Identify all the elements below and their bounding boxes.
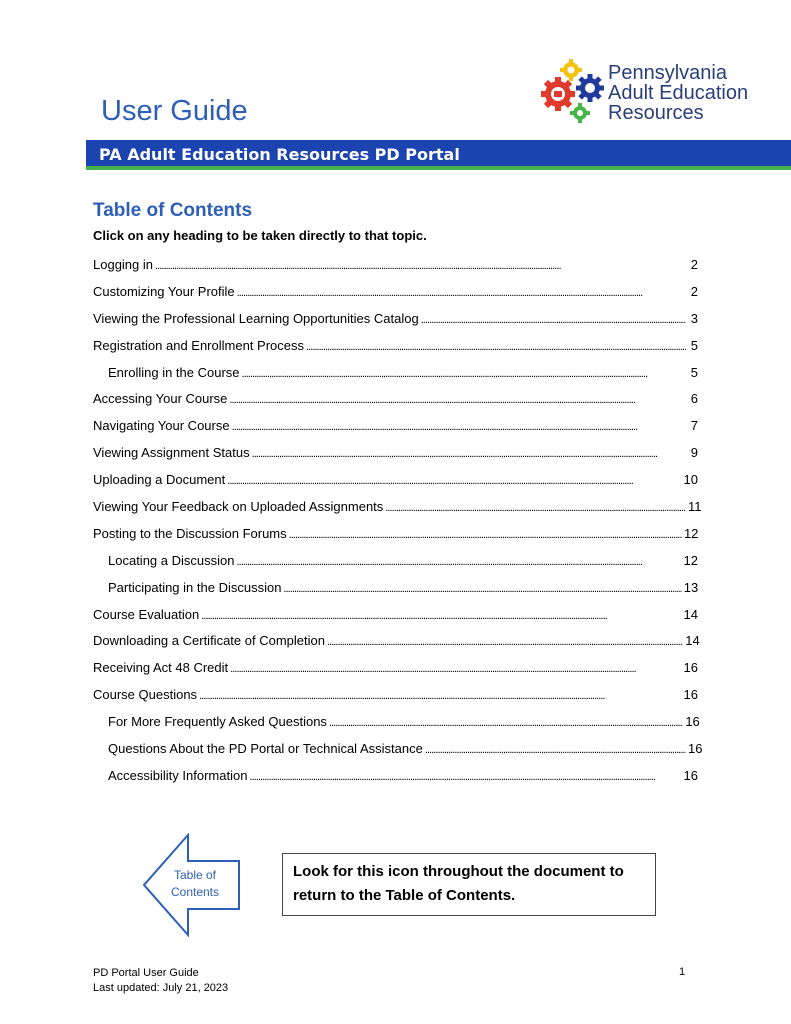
toc-entry-label[interactable]: Accessing Your Course [93,391,228,407]
toc-entry-page[interactable]: 16 [688,741,703,757]
toc-entry[interactable] [93,499,702,526]
banner-title: PA Adult Education Resources PD Portal [99,145,460,164]
toc-leader-dots [385,502,686,514]
footer [93,966,228,996]
logo-line: Adult Education [608,82,749,104]
toc-leader-dots [329,717,683,729]
toc-entry-page[interactable]: 3 [690,310,698,326]
toc-icon-note: Look for this icon throughout the document to return to the Table of Contents. [282,853,656,916]
toc-entry-page[interactable]: 9 [690,445,698,461]
toc-entry-label[interactable]: For More Frequently Asked Questions [108,714,327,730]
toc-entry-page[interactable]: 2 [690,257,698,272]
toc-list [93,257,703,795]
toc-leader-dots [306,341,686,353]
footer-last-updated: Last updated: July 21, 2023 [93,982,229,994]
toc-entry-label[interactable]: Customizing Your Profile [93,283,235,299]
toc-entry-label[interactable]: Navigating Your Course [93,418,230,434]
title-banner [86,140,791,170]
toc-entry-label[interactable]: Questions About the PD Portal or Technical Assistance [108,741,423,757]
toc-entry-label[interactable]: Locating a Discussion [108,552,235,568]
toc-leader-dots [230,663,681,675]
toc-entry-page[interactable]: 7 [690,418,698,434]
toc-entry-page[interactable]: 5 [690,337,698,353]
toc-leader-dots [236,556,681,568]
toc-entry-label[interactable]: Course Questions [93,687,198,703]
toc-leader-dots [425,744,686,756]
toc-entry[interactable] [93,553,698,580]
logo-line: Pennsylvania [608,62,727,84]
toc-entry-label[interactable]: Viewing the Professional Learning Opportunities Catalog [93,310,419,326]
toc-entry-page[interactable]: 11 [687,499,702,515]
toc-entry[interactable] [93,633,698,660]
gears-icon [540,58,608,128]
toc-entry[interactable] [93,660,698,687]
toc-entry-label[interactable]: Viewing Your Feedback on Uploaded Assignments [93,499,384,515]
toc-entry-page[interactable]: 16 [683,767,698,783]
toc-entry[interactable] [93,526,698,553]
toc-entry[interactable] [93,741,703,768]
logo-wordmark [608,63,748,123]
toc-entry-page[interactable]: 2 [690,283,698,299]
toc-entry-label[interactable]: Course Evaluation [93,606,200,622]
footer-guide-name: PD Portal User Guide [93,967,199,979]
toc-entry[interactable] [93,445,698,472]
toc-leader-dots [249,771,681,783]
toc-entry[interactable] [93,257,698,284]
back-to-toc-button[interactable] [142,833,242,937]
back-arrow-label-line: Table of [173,868,217,882]
toc-entry-page[interactable]: 10 [683,472,698,488]
toc-entry-page[interactable]: 16 [683,660,698,676]
back-arrow-label [166,867,224,901]
toc-entry[interactable] [93,311,698,338]
toc-entry-page[interactable]: 16 [685,714,700,730]
toc-leader-dots [232,421,686,433]
toc-entry-page[interactable]: 14 [683,606,698,622]
toc-entry-label[interactable]: Receiving Act 48 Credit [93,660,229,676]
toc-entry-page[interactable]: 6 [690,391,698,407]
toc-leader-dots [229,394,686,406]
toc-entry-label[interactable]: Posting to the Discussion Forums [93,525,287,541]
toc-entry[interactable] [93,418,698,445]
toc-leader-dots [237,287,686,299]
toc-entry-page[interactable]: 12 [683,552,698,568]
toc-leader-dots [289,529,682,541]
toc-entry[interactable] [93,687,698,714]
toc-entry-label[interactable]: Viewing Assignment Status [93,445,250,461]
toc-entry-page[interactable]: 16 [683,687,698,703]
toc-entry[interactable] [93,607,698,634]
toc-entry-page[interactable]: 5 [690,364,698,380]
toc-instruction: Click on any heading to be taken directly to that topic. [93,228,427,243]
toc-entry[interactable] [93,338,698,365]
toc-entry[interactable] [93,714,698,741]
toc-entry-label[interactable]: Registration and Enrollment Process [93,337,304,353]
toc-entry-label[interactable]: Enrolling in the Course [108,364,240,380]
toc-entry-label[interactable]: Participating in the Discussion [108,579,282,595]
toc-entry-label[interactable]: Accessibility Information [108,767,248,783]
toc-entry[interactable] [93,472,698,499]
toc-entry-label[interactable]: Uploading a Document [93,472,226,488]
toc-leader-dots [327,636,683,648]
toc-leader-dots [252,448,686,460]
toc-leader-dots [199,690,681,702]
toc-entry[interactable] [93,580,698,607]
logo-line: Resources [608,102,704,124]
toc-entry-label[interactable]: Downloading a Certificate of Completion [93,633,325,649]
page-title: User Guide [101,95,248,127]
back-arrow-label-line: Contents [170,885,220,899]
toc-leader-dots [155,260,686,272]
toc-leader-dots [283,583,681,595]
toc-entry[interactable] [93,768,698,795]
toc-leader-dots [242,368,686,380]
toc-entry[interactable] [93,365,698,392]
toc-entry[interactable] [93,284,698,311]
footer-page-number: 1 [679,966,686,978]
toc-entry-page[interactable]: 14 [685,633,700,649]
toc-heading: Table of Contents [93,200,253,221]
toc-entry-label[interactable]: Logging in [93,257,153,272]
toc-leader-dots [201,610,681,622]
toc-entry-page[interactable]: 13 [683,579,699,595]
toc-entry[interactable] [93,391,698,418]
pa-adult-education-logo [540,58,770,128]
toc-leader-dots [227,475,681,487]
toc-leader-dots [421,314,686,326]
toc-entry-page[interactable]: 12 [683,525,699,541]
